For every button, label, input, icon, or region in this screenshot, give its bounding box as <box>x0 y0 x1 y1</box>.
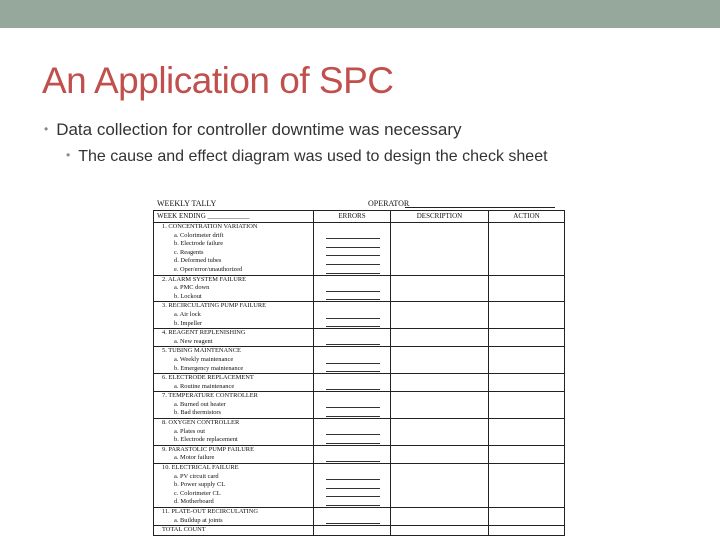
category-row <box>154 223 564 232</box>
action-cell[interactable] <box>489 347 564 356</box>
description-cell[interactable] <box>391 276 489 285</box>
description-cell[interactable] <box>391 392 489 401</box>
row-label: b. Power supply CL <box>154 481 314 490</box>
errors-cell[interactable] <box>314 383 391 392</box>
category-block <box>154 446 564 464</box>
action-cell[interactable] <box>489 436 564 445</box>
row-label: 10. ELECTRICAL FAILURE <box>154 464 314 473</box>
row-label: 8. OXYGEN CONTROLLER <box>154 419 314 428</box>
errors-cell[interactable] <box>314 498 391 507</box>
action-cell[interactable] <box>489 249 564 258</box>
row-label: 9. PARASTOLIC PUMP FAILURE <box>154 446 314 455</box>
errors-cell[interactable] <box>314 223 391 232</box>
item-row <box>154 284 564 293</box>
errors-cell[interactable] <box>314 526 391 535</box>
category-row <box>154 464 564 473</box>
category-row <box>154 446 564 455</box>
slide-title: An Application of SPC <box>42 60 394 101</box>
bullet-marker: • <box>44 122 49 136</box>
description-cell[interactable] <box>391 338 489 347</box>
action-cell[interactable] <box>489 428 564 437</box>
errors-cell[interactable] <box>314 374 391 383</box>
item-row <box>154 257 564 266</box>
row-label: a. Air lock <box>154 311 314 320</box>
action-cell[interactable] <box>489 508 564 517</box>
action-cell[interactable] <box>489 356 564 365</box>
action-cell[interactable] <box>489 517 564 526</box>
item-row <box>154 383 564 392</box>
errors-cell[interactable] <box>314 428 391 437</box>
category-row <box>154 419 564 428</box>
action-cell[interactable] <box>489 223 564 232</box>
column-header-row <box>154 211 564 223</box>
category-list <box>154 223 564 535</box>
row-label: a. Motor failure <box>154 454 314 463</box>
row-label: 11. PLATE-OUT RECIRCULATING <box>154 508 314 517</box>
category-block <box>154 302 564 329</box>
item-row <box>154 436 564 445</box>
description-cell[interactable] <box>391 320 489 329</box>
action-cell[interactable] <box>489 498 564 507</box>
row-label: d. Motherboard <box>154 498 314 507</box>
bullet-text: Data collection for controller downtime was necessary <box>56 120 462 139</box>
description-cell[interactable] <box>391 481 489 490</box>
column-header-action: ACTION <box>513 212 540 220</box>
row-label: b. Impeller <box>154 320 314 329</box>
row-label: TOTAL COUNT <box>154 526 314 535</box>
category-row <box>154 329 564 338</box>
row-label: b. Bad thermistors <box>154 409 314 418</box>
action-cell[interactable] <box>489 473 564 482</box>
action-cell[interactable] <box>489 365 564 374</box>
operator-label: OPERATOR <box>368 199 410 208</box>
row-label: a. Buildup at joints <box>154 517 314 526</box>
description-cell[interactable] <box>391 517 489 526</box>
category-row <box>154 302 564 311</box>
description-cell[interactable] <box>391 446 489 455</box>
bullet-marker: • <box>66 148 71 162</box>
weekly-tally-label: WEEKLY TALLY <box>157 199 217 208</box>
errors-cell[interactable] <box>314 401 391 410</box>
errors-cell[interactable] <box>314 329 391 338</box>
item-row <box>154 249 564 258</box>
action-cell[interactable] <box>489 526 564 535</box>
description-cell[interactable] <box>391 302 489 311</box>
errors-cell[interactable] <box>314 293 391 302</box>
description-cell[interactable] <box>391 329 489 338</box>
sheet-header <box>153 197 565 210</box>
row-label: 6. ELECTRODE REPLACEMENT <box>154 374 314 383</box>
action-cell[interactable] <box>489 240 564 249</box>
row-label: b. Emergency maintenance <box>154 365 314 374</box>
description-cell[interactable] <box>391 436 489 445</box>
category-block <box>154 347 564 374</box>
row-label: 2. ALARM SYSTEM FAILURE <box>154 276 314 285</box>
description-cell[interactable] <box>391 284 489 293</box>
row-label: a. New reagent <box>154 338 314 347</box>
action-cell[interactable] <box>489 481 564 490</box>
errors-cell[interactable] <box>314 320 391 329</box>
category-row <box>154 526 564 535</box>
description-cell[interactable] <box>391 356 489 365</box>
description-cell[interactable] <box>391 383 489 392</box>
item-row <box>154 498 564 507</box>
description-cell[interactable] <box>391 473 489 482</box>
errors-cell[interactable] <box>314 338 391 347</box>
action-cell[interactable] <box>489 302 564 311</box>
description-cell[interactable] <box>391 498 489 507</box>
row-label: a. Burned out heater <box>154 401 314 410</box>
column-header-errors: ERRORS <box>314 211 391 222</box>
errors-cell[interactable] <box>314 249 391 258</box>
errors-cell[interactable] <box>314 284 391 293</box>
column-header-description: DESCRIPTION <box>391 211 489 222</box>
action-cell[interactable] <box>489 401 564 410</box>
row-label: 3. RECIRCULATING PUMP FAILURE <box>154 302 314 311</box>
errors-cell[interactable] <box>314 473 391 482</box>
item-row <box>154 481 564 490</box>
errors-cell[interactable] <box>314 232 391 241</box>
errors-cell[interactable] <box>314 257 391 266</box>
category-row <box>154 276 564 285</box>
action-cell[interactable] <box>489 374 564 383</box>
errors-cell[interactable] <box>314 302 391 311</box>
category-block <box>154 374 564 392</box>
errors-cell[interactable] <box>314 311 391 320</box>
errors-cell[interactable] <box>314 490 391 499</box>
errors-cell[interactable] <box>314 266 391 275</box>
action-cell[interactable] <box>489 419 564 428</box>
row-label: 5. TUBING MAINTENANCE <box>154 347 314 356</box>
errors-cell[interactable] <box>314 356 391 365</box>
category-block <box>154 392 564 419</box>
category-row <box>154 508 564 517</box>
action-cell[interactable] <box>489 446 564 455</box>
operator-line <box>405 207 555 208</box>
category-block <box>154 464 564 508</box>
category-block <box>154 276 564 303</box>
description-cell[interactable] <box>391 240 489 249</box>
description-cell[interactable] <box>391 374 489 383</box>
bullet-level-1 <box>44 120 462 140</box>
action-cell[interactable] <box>489 464 564 473</box>
row-label: a. Routine maintenance <box>154 383 314 392</box>
errors-cell[interactable] <box>314 446 391 455</box>
errors-cell[interactable] <box>314 347 391 356</box>
category-block <box>154 329 564 347</box>
row-label: 7. TEMPERATURE CONTROLLER <box>154 392 314 401</box>
description-cell[interactable] <box>391 401 489 410</box>
row-label: e. Oper/error/unauthorized <box>154 266 314 275</box>
errors-cell[interactable] <box>314 419 391 428</box>
description-cell[interactable] <box>391 223 489 232</box>
row-label: 1. CONCENTRATION VARIATION <box>154 223 314 232</box>
action-cell[interactable] <box>489 490 564 499</box>
action-cell[interactable] <box>489 383 564 392</box>
action-cell[interactable] <box>489 284 564 293</box>
bullet-level-2 <box>66 148 548 166</box>
errors-cell[interactable] <box>314 276 391 285</box>
row-label: b. Electrode replacement <box>154 436 314 445</box>
check-sheet <box>153 197 565 536</box>
action-cell[interactable] <box>489 329 564 338</box>
errors-cell[interactable] <box>314 392 391 401</box>
action-cell[interactable] <box>489 338 564 347</box>
description-cell[interactable] <box>391 249 489 258</box>
category-block <box>154 223 564 276</box>
description-cell[interactable] <box>391 419 489 428</box>
errors-cell[interactable] <box>314 436 391 445</box>
description-cell[interactable] <box>391 526 489 535</box>
row-label: 4. REAGENT REPLENISHING <box>154 329 314 338</box>
item-row <box>154 490 564 499</box>
item-row <box>154 473 564 482</box>
category-block <box>154 526 564 535</box>
category-row <box>154 374 564 383</box>
row-label: c. Reagents <box>154 249 314 258</box>
row-label: a. Plates out <box>154 428 314 437</box>
action-cell[interactable] <box>489 232 564 241</box>
action-cell[interactable] <box>489 320 564 329</box>
item-row <box>154 240 564 249</box>
action-cell[interactable] <box>489 293 564 302</box>
description-cell[interactable] <box>391 266 489 275</box>
description-cell[interactable] <box>391 409 489 418</box>
item-row <box>154 293 564 302</box>
description-cell[interactable] <box>391 257 489 266</box>
check-sheet-table <box>153 210 565 536</box>
action-cell[interactable] <box>489 257 564 266</box>
description-cell[interactable] <box>391 490 489 499</box>
item-row <box>154 320 564 329</box>
item-row <box>154 232 564 241</box>
action-cell[interactable] <box>489 311 564 320</box>
item-row <box>154 454 564 463</box>
description-cell[interactable] <box>391 293 489 302</box>
item-row <box>154 401 564 410</box>
errors-cell[interactable] <box>314 464 391 473</box>
errors-cell[interactable] <box>314 409 391 418</box>
item-row <box>154 311 564 320</box>
action-cell[interactable] <box>489 392 564 401</box>
row-label: b. Lockout <box>154 293 314 302</box>
row-label: a. Colorimeter drift <box>154 232 314 241</box>
action-cell[interactable] <box>489 454 564 463</box>
errors-cell[interactable] <box>314 481 391 490</box>
description-cell[interactable] <box>391 232 489 241</box>
header-bar <box>0 0 720 28</box>
errors-cell[interactable] <box>314 454 391 463</box>
week-ending-label: WEEK ENDING ____________ <box>154 211 314 222</box>
row-label: d. Deformed tubes <box>154 257 314 266</box>
description-cell[interactable] <box>391 311 489 320</box>
row-label: a. PV circuit card <box>154 473 314 482</box>
errors-cell[interactable] <box>314 508 391 517</box>
category-row <box>154 347 564 356</box>
action-cell[interactable] <box>489 266 564 275</box>
row-label: a. Weekly maintenance <box>154 356 314 365</box>
bullet-text: The cause and effect diagram was used to design the check sheet <box>78 148 548 165</box>
errors-cell[interactable] <box>314 365 391 374</box>
errors-cell[interactable] <box>314 517 391 526</box>
item-row <box>154 365 564 374</box>
description-cell[interactable] <box>391 428 489 437</box>
description-cell[interactable] <box>391 508 489 517</box>
category-block <box>154 419 564 446</box>
description-cell[interactable] <box>391 454 489 463</box>
item-row <box>154 517 564 526</box>
row-label: a. PMC down <box>154 284 314 293</box>
item-row <box>154 428 564 437</box>
item-row <box>154 338 564 347</box>
category-block <box>154 508 564 526</box>
description-cell[interactable] <box>391 347 489 356</box>
row-label: c. Colorimeter CL <box>154 490 314 499</box>
description-cell[interactable] <box>391 365 489 374</box>
action-cell[interactable] <box>489 276 564 285</box>
item-row <box>154 266 564 275</box>
category-row <box>154 392 564 401</box>
item-row <box>154 356 564 365</box>
errors-cell[interactable] <box>314 240 391 249</box>
row-label: b. Electrode failure <box>154 240 314 249</box>
description-cell[interactable] <box>391 464 489 473</box>
action-cell[interactable] <box>489 409 564 418</box>
item-row <box>154 409 564 418</box>
